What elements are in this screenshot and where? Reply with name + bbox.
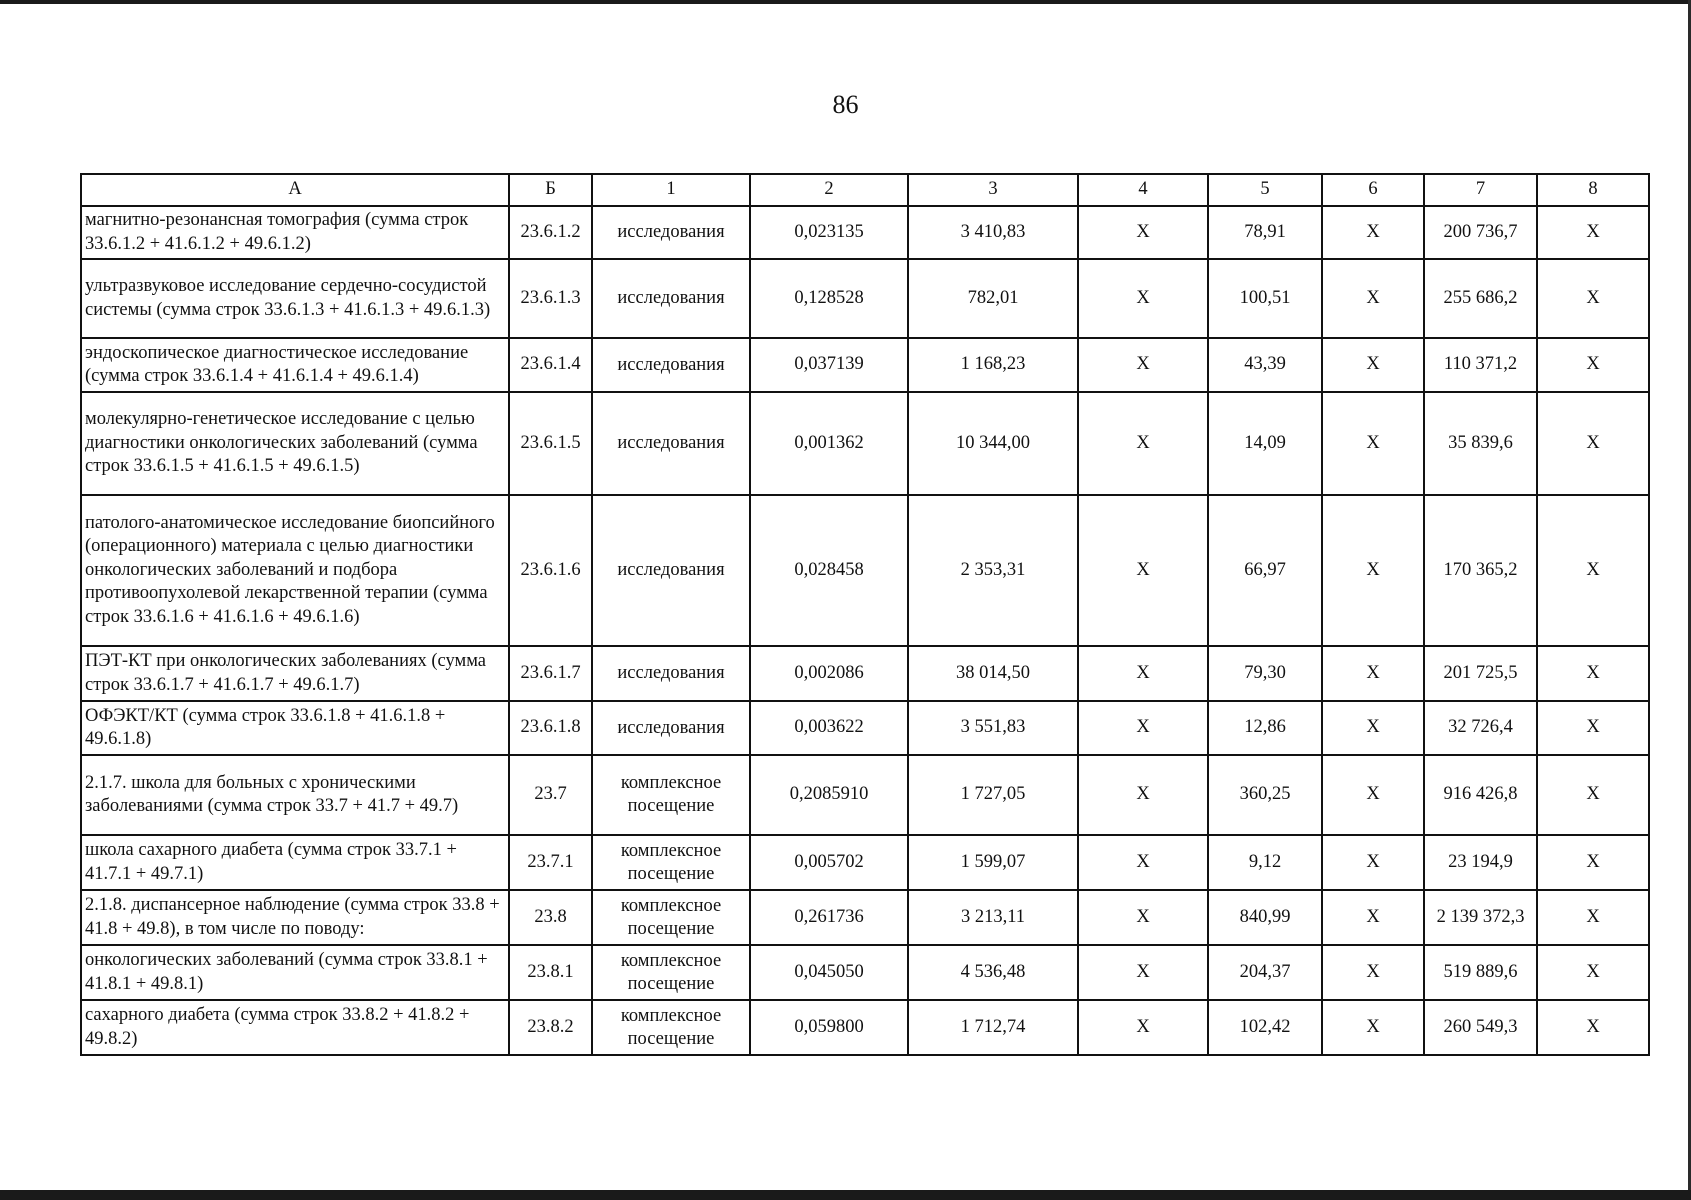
row-code: 23.6.1.7	[509, 646, 592, 701]
row-unit: исследования	[592, 701, 750, 755]
row-unit: комплексное посещение	[592, 835, 750, 890]
cell-col-4: X	[1078, 890, 1208, 945]
row-unit: исследования	[592, 338, 750, 392]
row-code: 23.8.2	[509, 1000, 592, 1055]
cell-col-6: X	[1322, 495, 1424, 646]
row-unit: исследования	[592, 259, 750, 338]
cell-col-7: 23 194,9	[1424, 835, 1537, 890]
row-name: ОФЭКТ/КТ (сумма строк 33.6.1.8 + 41.6.1.8 + 49.6.1.8)	[81, 701, 509, 755]
cell-col-7: 519 889,6	[1424, 945, 1537, 1000]
row-name: 2.1.7. школа для больных с хроническими заболеваниями (сумма строк 33.7 + 41.7 + 49.7)	[81, 755, 509, 835]
cell-col-5: 840,99	[1208, 890, 1322, 945]
cell-col-7: 2 139 372,3	[1424, 890, 1537, 945]
cell-col-8: X	[1537, 206, 1649, 259]
cell-col-8: X	[1537, 259, 1649, 338]
cell-col-5: 78,91	[1208, 206, 1322, 259]
cell-col-3: 782,01	[908, 259, 1078, 338]
cell-col-7: 35 839,6	[1424, 392, 1537, 495]
table-row	[81, 701, 1649, 755]
cell-col-8: X	[1537, 835, 1649, 890]
row-name: эндоскопическое диагностическое исследование (сумма строк 33.6.1.4 + 41.6.1.4 + 49.6.1.4)	[81, 338, 509, 392]
row-code: 23.6.1.6	[509, 495, 592, 646]
column-header: 2	[750, 174, 908, 206]
cell-col-6: X	[1322, 259, 1424, 338]
table-row	[81, 338, 1649, 392]
cell-col-7: 916 426,8	[1424, 755, 1537, 835]
cell-col-2: 0,023135	[750, 206, 908, 259]
cell-col-4: X	[1078, 338, 1208, 392]
cell-col-2: 0,003622	[750, 701, 908, 755]
row-code: 23.8.1	[509, 945, 592, 1000]
cell-col-2: 0,001362	[750, 392, 908, 495]
cell-col-4: X	[1078, 755, 1208, 835]
column-header: 7	[1424, 174, 1537, 206]
cell-col-6: X	[1322, 701, 1424, 755]
table-row	[81, 259, 1649, 338]
table-row	[81, 945, 1649, 1000]
row-name: школа сахарного диабета (сумма строк 33.7.1 + 41.7.1 + 49.7.1)	[81, 835, 509, 890]
column-header: 8	[1537, 174, 1649, 206]
cell-col-7: 201 725,5	[1424, 646, 1537, 701]
cell-col-5: 100,51	[1208, 259, 1322, 338]
cell-col-6: X	[1322, 646, 1424, 701]
cell-col-2: 0,261736	[750, 890, 908, 945]
cell-col-4: X	[1078, 835, 1208, 890]
cell-col-5: 66,97	[1208, 495, 1322, 646]
cell-col-6: X	[1322, 755, 1424, 835]
row-unit: комплексное посещение	[592, 890, 750, 945]
cell-col-3: 1 168,23	[908, 338, 1078, 392]
cell-col-5: 43,39	[1208, 338, 1322, 392]
cell-col-8: X	[1537, 945, 1649, 1000]
table-header-row	[81, 174, 1649, 206]
cell-col-5: 14,09	[1208, 392, 1322, 495]
cell-col-8: X	[1537, 701, 1649, 755]
row-unit: исследования	[592, 495, 750, 646]
cell-col-6: X	[1322, 206, 1424, 259]
table-row	[81, 206, 1649, 259]
cell-col-7: 260 549,3	[1424, 1000, 1537, 1055]
cell-col-3: 4 536,48	[908, 945, 1078, 1000]
table-row	[81, 646, 1649, 701]
cell-col-7: 32 726,4	[1424, 701, 1537, 755]
table-row	[81, 835, 1649, 890]
cell-col-5: 12,86	[1208, 701, 1322, 755]
cell-col-4: X	[1078, 495, 1208, 646]
cell-col-3: 1 727,05	[908, 755, 1078, 835]
cell-col-6: X	[1322, 1000, 1424, 1055]
scan-top-edge	[0, 0, 1691, 4]
cell-col-8: X	[1537, 392, 1649, 495]
scan-bottom-edge	[0, 1190, 1691, 1200]
row-name: сахарного диабета (сумма строк 33.8.2 + 41.8.2 + 49.8.2)	[81, 1000, 509, 1055]
column-header: Б	[509, 174, 592, 206]
row-unit: комплексное посещение	[592, 755, 750, 835]
cell-col-2: 0,059800	[750, 1000, 908, 1055]
row-name: ПЭТ-КТ при онкологических заболеваниях (сумма строк 33.6.1.7 + 41.6.1.7 + 49.6.1.7)	[81, 646, 509, 701]
cell-col-3: 38 014,50	[908, 646, 1078, 701]
data-table	[80, 173, 1650, 1056]
column-header: 6	[1322, 174, 1424, 206]
cell-col-3: 3 410,83	[908, 206, 1078, 259]
row-code: 23.6.1.8	[509, 701, 592, 755]
cell-col-2: 0,037139	[750, 338, 908, 392]
row-code: 23.6.1.3	[509, 259, 592, 338]
row-name: молекулярно-генетическое исследование с целью диагностики онкологических заболеваний (сумма строк 33.6.1.5 + 41.6.1.5 + 49.6.1.5)	[81, 392, 509, 495]
cell-col-7: 200 736,7	[1424, 206, 1537, 259]
cell-col-6: X	[1322, 835, 1424, 890]
cell-col-8: X	[1537, 1000, 1649, 1055]
cell-col-6: X	[1322, 945, 1424, 1000]
cell-col-5: 9,12	[1208, 835, 1322, 890]
row-name: онкологических заболеваний (сумма строк 33.8.1 + 41.8.1 + 49.8.1)	[81, 945, 509, 1000]
cell-col-6: X	[1322, 392, 1424, 495]
cell-col-4: X	[1078, 701, 1208, 755]
cell-col-3: 10 344,00	[908, 392, 1078, 495]
cell-col-2: 0,028458	[750, 495, 908, 646]
row-code: 23.7	[509, 755, 592, 835]
cell-col-6: X	[1322, 890, 1424, 945]
row-code: 23.7.1	[509, 835, 592, 890]
cell-col-2: 0,045050	[750, 945, 908, 1000]
cell-col-3: 1 599,07	[908, 835, 1078, 890]
cell-col-8: X	[1537, 890, 1649, 945]
row-name: ультразвуковое исследование сердечно-сосудистой системы (сумма строк 33.6.1.3 + 41.6.1.3 + 49.6.1.3)	[81, 259, 509, 338]
table-row	[81, 755, 1649, 835]
cell-col-8: X	[1537, 495, 1649, 646]
cell-col-4: X	[1078, 646, 1208, 701]
row-code: 23.6.1.4	[509, 338, 592, 392]
row-name: магнитно-резонансная томография (сумма строк 33.6.1.2 + 41.6.1.2 + 49.6.1.2)	[81, 206, 509, 259]
row-code: 23.6.1.2	[509, 206, 592, 259]
cell-col-2: 0,128528	[750, 259, 908, 338]
column-header: 3	[908, 174, 1078, 206]
cell-col-4: X	[1078, 945, 1208, 1000]
cell-col-6: X	[1322, 338, 1424, 392]
cell-col-2: 0,002086	[750, 646, 908, 701]
cell-col-5: 79,30	[1208, 646, 1322, 701]
row-unit: комплексное посещение	[592, 1000, 750, 1055]
cell-col-3: 1 712,74	[908, 1000, 1078, 1055]
column-header: 4	[1078, 174, 1208, 206]
cell-col-4: X	[1078, 1000, 1208, 1055]
row-name: 2.1.8. диспансерное наблюдение (сумма строк 33.8 + 41.8 + 49.8), в том числе по поводу:	[81, 890, 509, 945]
cell-col-5: 204,37	[1208, 945, 1322, 1000]
cell-col-4: X	[1078, 206, 1208, 259]
row-unit: исследования	[592, 392, 750, 495]
cell-col-7: 255 686,2	[1424, 259, 1537, 338]
cell-col-5: 360,25	[1208, 755, 1322, 835]
cell-col-5: 102,42	[1208, 1000, 1322, 1055]
cell-col-8: X	[1537, 755, 1649, 835]
row-unit: исследования	[592, 206, 750, 259]
cell-col-8: X	[1537, 338, 1649, 392]
column-header: А	[81, 174, 509, 206]
row-unit: исследования	[592, 646, 750, 701]
table-row	[81, 1000, 1649, 1055]
cell-col-7: 170 365,2	[1424, 495, 1537, 646]
row-unit: комплексное посещение	[592, 945, 750, 1000]
page-number: 86	[832, 90, 859, 119]
cell-col-3: 3 551,83	[908, 701, 1078, 755]
table-row	[81, 495, 1649, 646]
cell-col-3: 2 353,31	[908, 495, 1078, 646]
column-header: 1	[592, 174, 750, 206]
table-row	[81, 392, 1649, 495]
cell-col-4: X	[1078, 259, 1208, 338]
row-name: патолого-анатомическое исследование биопсийного (операционного) материала с целью диагностики онкологических заболеваний и подбора противоопухолевой лекарственной терапии (сумма строк 33.6.1.6 + 41.6.1.6 + 49.6.1.6)	[81, 495, 509, 646]
table-row	[81, 890, 1649, 945]
cell-col-8: X	[1537, 646, 1649, 701]
row-code: 23.6.1.5	[509, 392, 592, 495]
cell-col-4: X	[1078, 392, 1208, 495]
cell-col-2: 0,005702	[750, 835, 908, 890]
cell-col-7: 110 371,2	[1424, 338, 1537, 392]
cell-col-2: 0,2085910	[750, 755, 908, 835]
cell-col-3: 3 213,11	[908, 890, 1078, 945]
row-code: 23.8	[509, 890, 592, 945]
column-header: 5	[1208, 174, 1322, 206]
